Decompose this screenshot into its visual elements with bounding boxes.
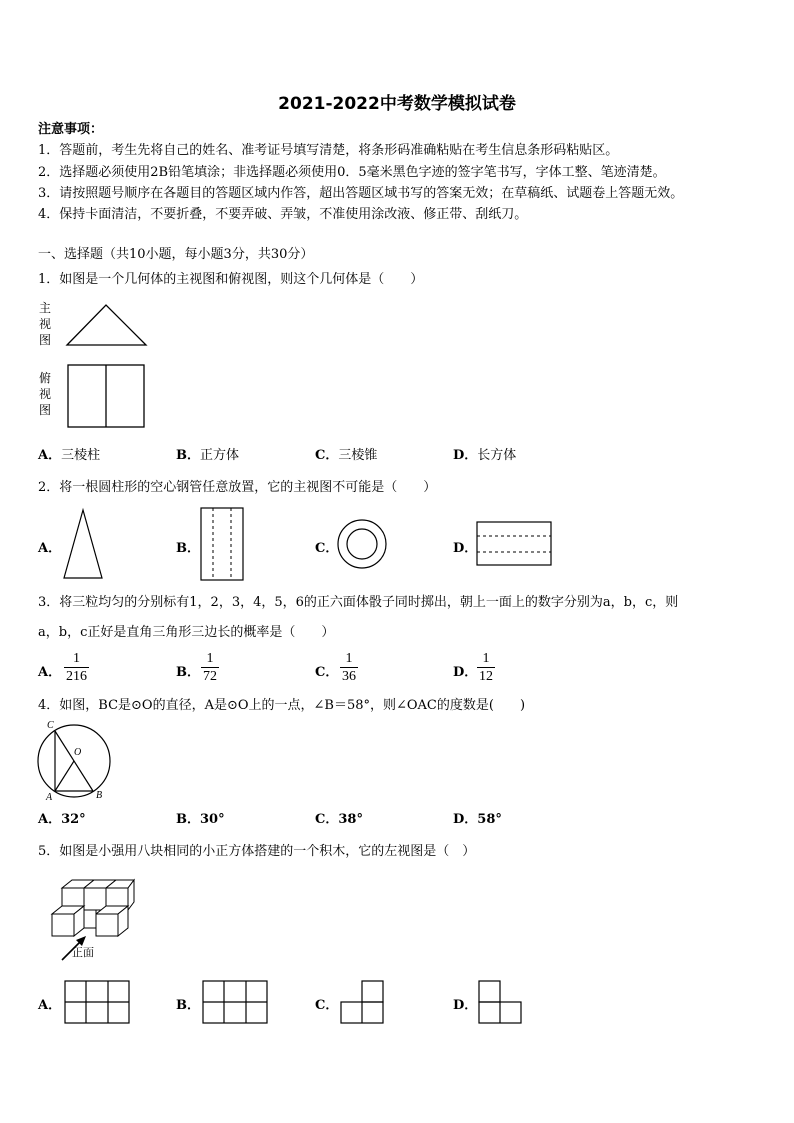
q3-option-a-fraction[interactable]: $\frac{1}{216}$ <box>66 651 87 684</box>
q3-option-c-label[interactable]: C． <box>315 665 339 680</box>
q4-point-o-label: O <box>74 747 82 758</box>
notice-item-2: 2．选择题必须使用2B铅笔填涂；非选择题必须使用0．5毫米黑色字迹的签字笔书写，字体工整、笔迹清楚。 <box>38 165 666 180</box>
q2-option-a[interactable]: A． <box>38 541 62 556</box>
q3-option-b-fraction[interactable]: $\frac{1}{72}$ <box>203 651 217 684</box>
notice-item-4: 4．保持卡面清洁，不要折叠，不要弄破、弄皱，不准使用涂改液、修正带、刮纸刀。 <box>38 207 528 222</box>
q1-stem: 1．如图是一个几何体的主视图和俯视图，则这个几何体是（ ） <box>38 272 424 287</box>
q3-option-d-fraction[interactable]: $\frac{1}{12}$ <box>479 651 493 684</box>
q3-option-a-label[interactable]: A． <box>38 665 62 680</box>
q5-front-label: 正面 <box>72 946 94 959</box>
q1-top-view-label: 俯 视 图 <box>38 371 51 417</box>
q4-option-b[interactable]: B．30° <box>176 812 225 827</box>
q3-option-d-label[interactable]: D． <box>453 665 478 680</box>
q4-option-a[interactable]: A．32° <box>38 812 86 827</box>
q4-point-a-label: A <box>46 792 53 803</box>
q3-stem-line2: a，b，c正好是直角三角形三边长的概率是（ ） <box>38 625 335 640</box>
q4-point-c-label: C <box>47 720 54 731</box>
q5-option-c[interactable]: C． <box>315 998 339 1013</box>
q5-option-d[interactable]: D． <box>453 998 478 1013</box>
page-title: 2021-2022中考数学模拟试卷 <box>278 94 516 114</box>
q1-front-view-label: 主 视 图 <box>38 301 51 347</box>
q2-option-d[interactable]: D． <box>453 541 478 556</box>
q3-option-b-label[interactable]: B． <box>176 665 200 680</box>
q4-point-b-label: B <box>96 790 103 801</box>
q4-option-c[interactable]: C．38° <box>315 812 363 827</box>
q4-option-d[interactable]: D．58° <box>453 812 502 827</box>
notice-item-1: 1．答题前，考生先将自己的姓名、准考证号填写清楚，将条形码准确粘贴在考生信息条形码粘贴区。 <box>38 143 619 158</box>
q5-option-b[interactable]: B． <box>176 998 200 1013</box>
q2-stem: 2．将一根圆柱形的空心钢管任意放置，它的主视图不可能是（ ） <box>38 480 437 495</box>
q4-stem: 4．如图，BC是⊙O的直径，A是⊙O上的一点，∠B＝58°，则∠OAC的度数是( ) <box>38 698 526 713</box>
q5-stem: 5．如图是小强用八块相同的小正方体搭建的一个积木，它的左视图是（ ） <box>38 844 476 859</box>
q1-option-c[interactable]: C．三棱锥 <box>315 448 378 463</box>
q2-option-b[interactable]: B． <box>176 541 200 556</box>
q3-stem-line1: 3．将三粒均匀的分别标有1，2，3，4，5，6的正六面体骰子同时掷出，朝上一面上的数字分别为a，b，c，则 <box>38 595 679 610</box>
section-heading: 一、选择题（共10小题，每小题3分，共30分） <box>38 247 314 262</box>
q1-option-d[interactable]: D．长方体 <box>453 448 517 463</box>
notice-heading: 注意事项： <box>38 122 104 137</box>
q2-option-c[interactable]: C． <box>315 541 339 556</box>
q1-option-b[interactable]: B．正方体 <box>176 448 240 463</box>
q5-option-a[interactable]: A． <box>38 998 62 1013</box>
q3-option-c-fraction[interactable]: $\frac{1}{36}$ <box>342 651 356 684</box>
q1-option-a[interactable]: A．三棱柱 <box>38 448 101 463</box>
notice-item-3: 3．请按照题号顺序在各题目的答题区域内作答，超出答题区域书写的答案无效；在草稿纸、试题卷上答题无效。 <box>38 186 684 201</box>
